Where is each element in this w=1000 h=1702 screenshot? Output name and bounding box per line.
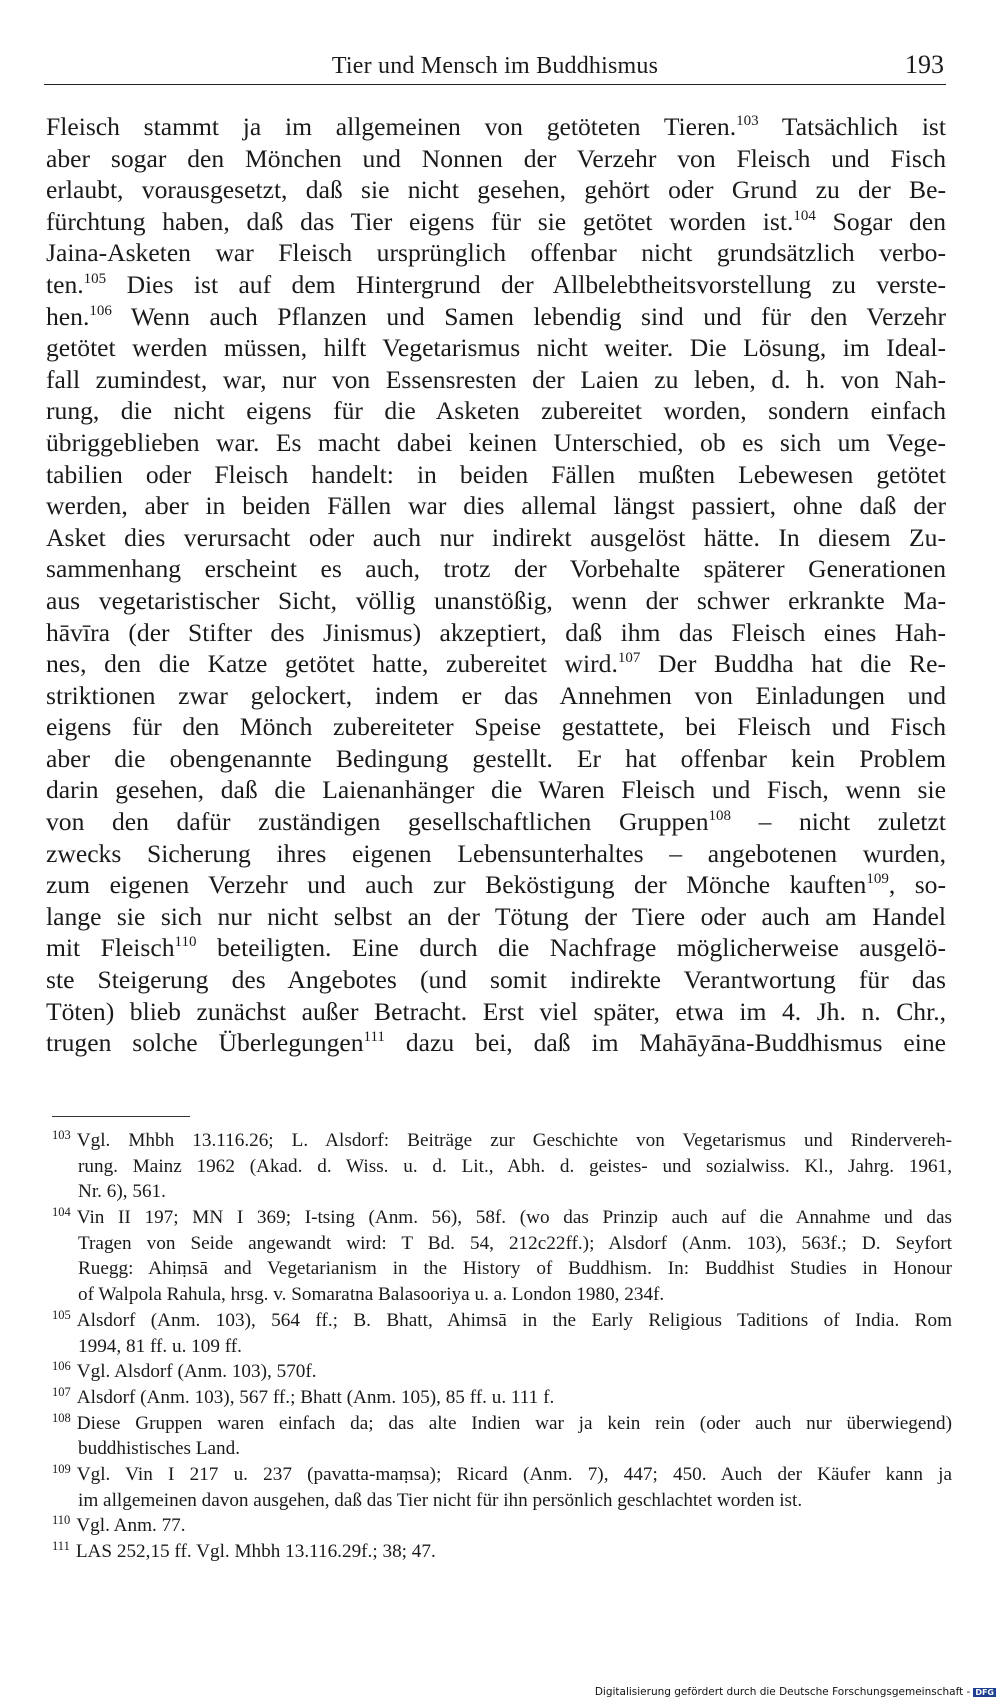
body-line: aber die obengenannte Bedingung gestellt. Er hat offenbar kein Problem (46, 743, 946, 773)
body-line: übriggeblieben war. Es macht dabei keinen Unterschied, ob es sich um Vege- (46, 427, 946, 457)
body-line: von den dafür zuständigen gesellschaftlichen Gruppen$^{108}$ – nicht zuletzt (46, 807, 946, 837)
body-line: lange sie sich nur nicht selbst an der Tötung der Tiere oder auch am Handel (46, 901, 946, 931)
footnote-line: $^{105}$ Alsdorf (Anm. 103), 564 ff.; B. Bhatt, Ahimsā in the Early Religious Taditions of India. Rom (52, 1307, 952, 1331)
footnote-divider (52, 1116, 190, 1117)
footnote-number: 110 (52, 1513, 71, 1528)
footnote-line: $^{110}$ Vgl. Anm. 77. (52, 1513, 186, 1537)
footnote-line: of Walpola Rahula, hrsg. v. Somaratna Balasooriya u. a. London 1980, 234f. (78, 1284, 665, 1306)
footnote-reference: 103 (736, 113, 759, 129)
body-line: aber sogar den Mönchen und Nonnen der Verzehr von Fleisch und Fisch (46, 143, 946, 173)
body-line: nes, den die Katze getötet hatte, zubereitet wird.$^{107}$ Der Buddha hat die Re- (46, 649, 946, 679)
footnote-line: $^{107}$ Alsdorf (Anm. 103), 567 ff.; Bhatt (Anm. 105), 85 ff. u. 111 f. (52, 1384, 555, 1408)
footnote-line: Ruegg: Ahiṃsā and Vegetarianism in the History of Buddhism. In: Buddhist Studies in Honour (78, 1258, 952, 1280)
body-line: trugen solche Überlegungen$^{111}$ dazu bei, daß im Mahāyāna-Buddhismus eine (46, 1028, 946, 1058)
footnote-reference: 110 (174, 934, 197, 951)
footnote-number: 103 (52, 1128, 71, 1142)
footnote-reference: 108 (708, 808, 731, 825)
body-line: fürchtung haben, daß das Tier eigens für sie getötet worden ist.$^{104}$ Sogar den (46, 206, 946, 236)
body-line: ten.$^{105}$ Dies ist auf dem Hintergrund der Allbelebtheitsvorstellung zu verste- (46, 269, 946, 299)
credit-text: Digitalisierung gefördert durch die Deutsche Forschungsgemeinschaft - (594, 1686, 971, 1698)
footnote-reference: 111 (363, 1029, 385, 1046)
footnote-line: 1994, 81 ff. u. 109 ff. (78, 1335, 242, 1357)
body-line: werden, aber in beiden Fällen war dies allemal längst passiert, ohne daß der (46, 491, 946, 521)
footnote-line: Tragen von Seide angewandt wird: T Bd. 54, 212c22ff.); Alsdorf (Anm. 103), 563f.; D. Seyfort (78, 1232, 952, 1254)
running-title: Tier und Mensch im Buddhismus (331, 53, 659, 79)
page-header (44, 46, 946, 85)
body-line: getötet werden müssen, hilft Vegetarismus nicht weiter. Die Lösung, im Ideal- (46, 333, 946, 363)
footnote-reference: 107 (617, 650, 641, 667)
footnote-reference: 105 (83, 270, 107, 287)
body-line: fall zumindest, war, nur von Essensresten der Laien zu leben, d. h. von Nah- (46, 364, 946, 394)
footnote-number: 107 (52, 1384, 71, 1399)
body-line: tabilien oder Fleisch handelt: in beiden Fällen mußten Lebewesen getötet (46, 459, 946, 489)
footnote-number: 108 (52, 1410, 71, 1425)
body-line: zum eigenen Verzehr und auch zur Beköstigung der Mönche kauften$^{109}$, so- (46, 870, 947, 900)
body-line: ste Steigerung des Angebotes (und somit indirekte Verantwortung für das (46, 965, 946, 995)
footnote-number: 105 (52, 1307, 71, 1322)
body-line: striktionen zwar gelockert, indem er das Annehmen von Einladungen und (46, 680, 946, 710)
footnote-line: $^{111}$ LAS 252,15 ff. Vgl. Mhbh 13.116.29f.; 38; 47. (52, 1539, 436, 1562)
body-line: mit Fleisch$^{110}$ beteiligten. Eine durch die Nachfrage möglicherweise ausgelö- (46, 933, 946, 963)
footnote-reference: 109 (866, 871, 889, 888)
body-line: sammenhang erscheint es auch, trotz der Vorbehalte späterer Generationen (46, 554, 946, 584)
footnote-line: buddhistisches Land. (78, 1438, 241, 1460)
body-text (46, 111, 946, 1059)
body-line: Fleisch stammt ja im allgemeinen von getöteten Tieren.$^{103}$ Tatsächlich ist (46, 112, 946, 141)
footnote-reference: 106 (89, 302, 112, 319)
body-line: aus vegetaristischer Sicht, völlig unanstößig, wenn der schwer erkrankte Ma- (46, 585, 946, 615)
body-line: Asket dies verursacht oder auch nur indirekt ausgelöst hätte. In diesem Zu- (46, 522, 946, 552)
body-line: hen.$^{106}$ Wenn auch Pflanzen und Samen lebendig sind und für den Verzehr (46, 301, 946, 331)
page-number: 193 (905, 50, 944, 79)
body-line: Jaina-Asketen war Fleisch ursprünglich offenbar nicht grundsätzlich verbo- (46, 238, 946, 268)
footnote-line: Nr. 6), 561. (78, 1181, 166, 1203)
footnotes (52, 1128, 952, 1565)
footnote-line: $^{109}$ Vgl. Vin I 217 u. 237 (pavatta-maṃsa); Ricard (Anm. 7), 447; 450. Auch der Käufer kann ja (52, 1461, 952, 1485)
footnote-number: 109 (52, 1461, 71, 1476)
body-line: rung, die nicht eigens für die Asketen zubereitet worden, sondern einfach (46, 396, 946, 426)
footnote-number: 106 (52, 1359, 71, 1374)
footnote-number: 104 (52, 1205, 71, 1220)
body-line: erlaubt, vorausgesetzt, daß sie nicht gesehen, gehört oder Grund zu der Be- (46, 175, 946, 205)
body-line: darin gesehen, daß die Laienanhänger die Waren Fleisch und Fisch, wenn sie (46, 775, 946, 805)
footnote-line: $^{106}$ Vgl. Alsdorf (Anm. 103), 570f. (52, 1359, 317, 1383)
body-line: hāvīra (der Stifter des Jinismus) akzeptiert, daß ihm das Fleisch eines Hah- (46, 617, 946, 647)
footnote-line: $^{103}$ Vgl. Mhbh 13.116.26; L. Alsdorf: Beiträge zur Geschichte von Vegetarismus und Rindervereh- (52, 1128, 952, 1151)
footnote-line: $^{104}$ Vin II 197; MN I 369; I-tsing (Anm. 56), 58f. (wo das Prinzip auch auf die Annahme und das (52, 1205, 952, 1229)
footnote-number: 111 (52, 1539, 70, 1553)
body-line: Töten) blieb zunächst außer Betracht. Erst viel später, etwa im 4. Jh. n. Chr., (46, 996, 946, 1026)
body-line: zwecks Sicherung ihres eigenen Lebensunterhaltes – angebotenen wurden, (46, 838, 946, 868)
footnote-reference: 104 (793, 207, 816, 224)
dfg-logo-icon: DFG (975, 1687, 994, 1697)
footnote-line: rung. Mainz 1962 (Akad. d. Wiss. u. d. Lit., Abh. d. geistes- und sozialwiss. Kl., Jahrg. 1961, (78, 1155, 952, 1177)
digitization-credit (595, 1686, 996, 1698)
footnote-line: $^{108}$ Diese Gruppen waren einfach da; das alte Indien war ja kein rein (oder auch nur überwiegend) (52, 1410, 952, 1434)
body-line: eigens für den Mönch zubereiteter Speise gestattete, bei Fleisch und Fisch (46, 712, 946, 742)
footnote-line: im allgemeinen davon ausgehen, daß das Tier nicht für ihn persönlich geschlachtet worden ist. (78, 1489, 803, 1511)
